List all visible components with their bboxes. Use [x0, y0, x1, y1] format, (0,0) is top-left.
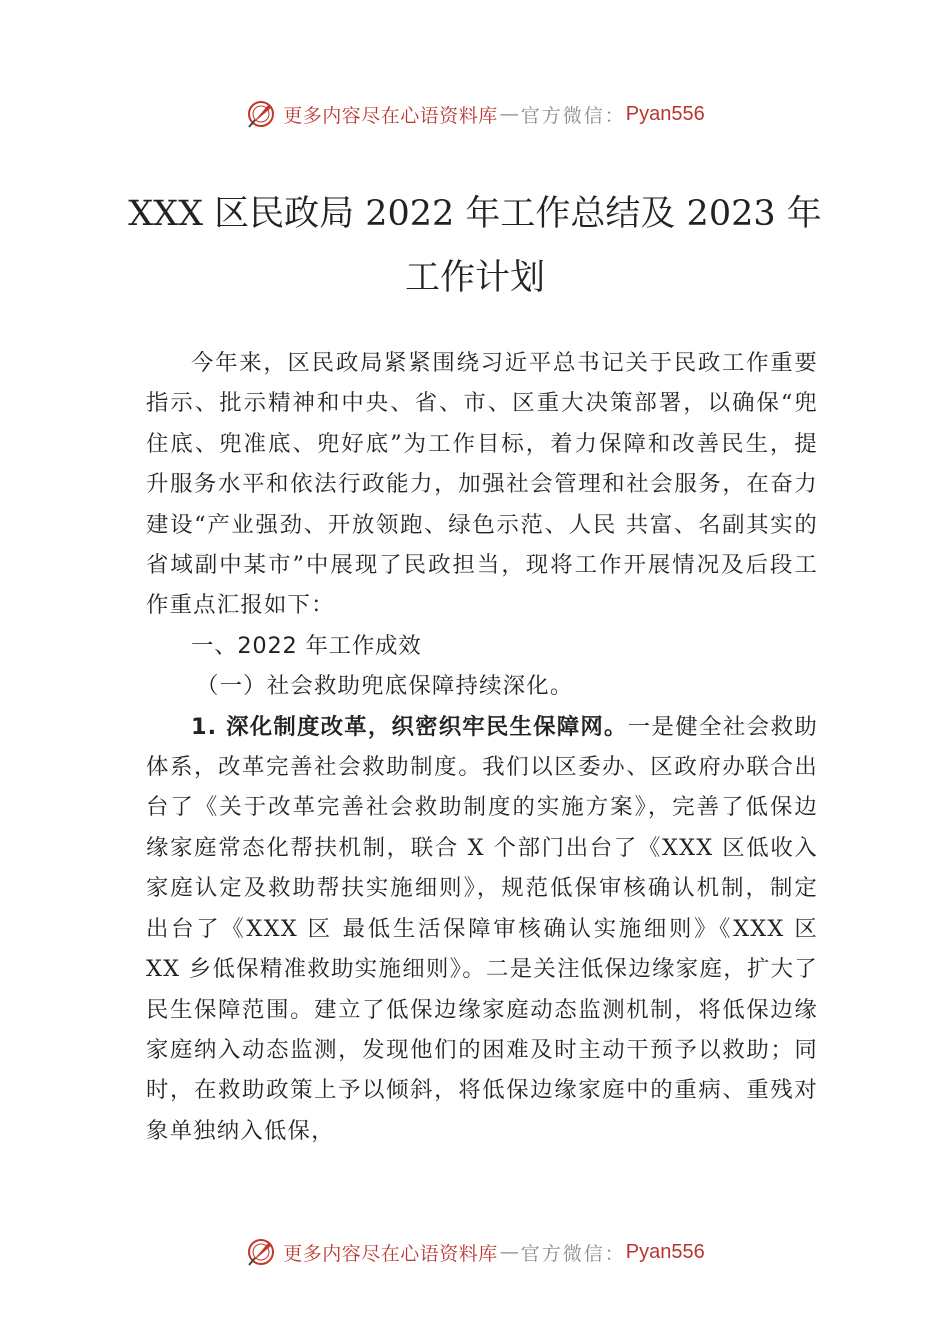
item-lead: 1. 深化制度改革，织密织牢民生保障网。: [191, 713, 628, 740]
footer-banner: [0, 1232, 950, 1272]
banner-label: 官方微信：: [520, 1242, 626, 1265]
banner-text: 更多内容尽在心语资料库: [283, 104, 498, 127]
subsection-heading: （一）社会救助兜底保障持续深化。: [196, 673, 574, 700]
banner-wechat-id: Pyan556: [625, 102, 705, 125]
banner-dash: —: [499, 103, 519, 125]
quill-pen-icon: [245, 1236, 277, 1268]
document-title-line2: 工作计划: [404, 258, 545, 298]
banner-text: 更多内容尽在心语资料库: [283, 1242, 498, 1265]
item-body: 一是健全社会救助体系，改革完善社会救助制度。我们以区委办、区政府办联合出台了《关于改革完善社会救助制度的实施方案》，完善了低保边缘家庭常态化帮扶机制，联合 X 个部门出台了《XXX 区低收入家庭认定及救助帮扶实施细则》，规范低保审核确认机制，制定出台了《XXX 区 最低生活保障审核确认实施细则》《XXX 区 XX 乡低保精准救助实施细则》。二是关注低保边缘家庭，扩大了民生保障范围。建立了低保边缘家庭动态监测机制，将低保边缘家庭纳入动态监测，发现他们的困难及时主动干预予以救助；同时，在救助政策上予以倾斜，将低保边缘家庭中的重病、重残对象单独纳入低保，: [146, 713, 818, 1144]
document-title-line1: XXX 区民政局 2022 年工作总结及 2023 年: [128, 194, 822, 234]
quill-pen-icon: [245, 98, 277, 130]
banner-wechat-id: Pyan556: [625, 1240, 705, 1263]
intro-paragraph: 今年来，区民政局紧紧围绕习近平总书记关于民政工作重要指示、批示精神和中央、省、市、区重大决策部署，以确保“兜住底、兜准底、兜好底”为工作目标，着力保障和改善民生，提升服务水平和依法行政能力，加强社会管理和社会服务，在奋力建设“产业强劲、开放领跑、绿色示范、人民 共富、名副其实的省域副中某市”中展现了民政担当，现将工作开展情况及后段工作重点汇报如下：: [146, 350, 818, 619]
item-paragraph: [146, 707, 818, 1151]
banner-label: 官方微信：: [520, 104, 626, 127]
banner-dash: —: [499, 1241, 519, 1263]
header-banner: [0, 94, 950, 134]
section-heading: 一、2022 年工作成效: [191, 632, 422, 659]
document-body: [146, 343, 818, 1151]
